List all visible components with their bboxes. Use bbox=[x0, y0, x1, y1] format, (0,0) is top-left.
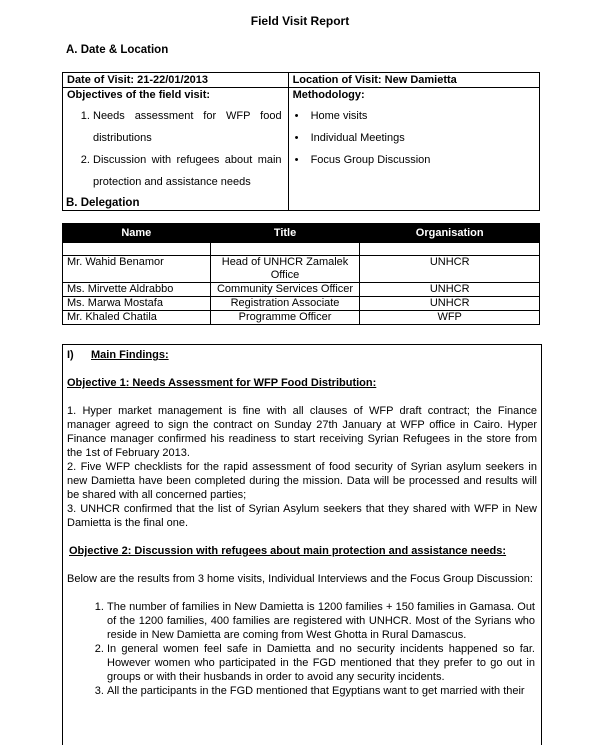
result-item: 1. The number of families in New Damietta is 1200 families + 150 families in Gamasa. Out of the 1200 families, 400 families are registered with UNHCR. Most of the Syrians who reside in New Damietta are coming from West Ghotta in Rural Damascus. bbox=[107, 600, 537, 642]
delegate-organisation: UNHCR bbox=[360, 256, 540, 283]
date-location-table bbox=[62, 72, 540, 211]
method-item: • Individual Meetings bbox=[311, 127, 535, 149]
delegation-table bbox=[62, 223, 540, 325]
delegate-title: Community Services Officer bbox=[210, 283, 360, 297]
table-spacer-cell bbox=[210, 243, 360, 256]
section-a-heading: A. Date & Location bbox=[66, 44, 169, 56]
method-item: • Home visits bbox=[311, 105, 535, 127]
delegate-name: Mr. Khaled Chatila bbox=[63, 311, 211, 325]
finding-paragraph: 1. Hyper market management is fine with all clauses of WFP draft contract; the Finance manager agreed to sign the contract on Sunday 27th January at WFP office in Cairo. Hyper Finance manager confirmed his readiness to start receiving Syrian Refugees in the store from the 1st of February 2013. bbox=[67, 405, 537, 459]
document-title: Field Visit Report bbox=[250, 14, 350, 28]
column-header-title: Title bbox=[210, 224, 360, 243]
result-item: 3. All the participants in the FGD mentioned that Egyptians want to get married with their bbox=[107, 684, 537, 698]
delegate-organisation: UNHCR bbox=[360, 283, 540, 297]
objective-item: 1. Needs assessment for WFP food distributions bbox=[93, 105, 284, 149]
results-list bbox=[67, 600, 537, 698]
results-intro: Below are the results from 3 home visits, Individual Interviews and the Focus Group Discussion: bbox=[67, 573, 533, 585]
result-item: 2. In general women feel safe in Damietta and no security incidents happened so far. However women who participated in the FGD mentioned that they prefer to go out in groups or with their husbands in order to avoid any security incidents. bbox=[107, 642, 537, 684]
finding-paragraph: 3. UNHCR confirmed that the list of Syrian Asylum seekers that they shared with WFP in New Damietta is the final one. bbox=[67, 503, 537, 529]
table-row bbox=[63, 283, 540, 297]
delegate-title: Head of UNHCR Zamalek Office bbox=[210, 256, 360, 283]
column-header-name: Name bbox=[63, 224, 211, 243]
delegate-title: Registration Associate bbox=[210, 297, 360, 311]
section-number: I) bbox=[67, 349, 74, 361]
delegate-organisation: WFP bbox=[360, 311, 540, 325]
main-findings-box bbox=[62, 344, 542, 745]
finding-paragraph: 2. Five WFP checklists for the rapid assessment of food security of Syrian asylum seekers in new Damietta have been completed during the mission. Data will be processed and results will be shared with all concerned parties; bbox=[67, 461, 537, 501]
objective-item: 2. Discussion with refugees about main protection and assistance needs bbox=[93, 149, 284, 193]
delegate-organisation: UNHCR bbox=[360, 297, 540, 311]
table-row bbox=[63, 297, 540, 311]
main-findings-heading bbox=[67, 348, 537, 362]
methodology-cell bbox=[288, 88, 539, 211]
section-b-heading: B. Delegation bbox=[66, 197, 140, 209]
objectives-label: Objectives of the field visit: bbox=[67, 89, 211, 101]
table-spacer-cell bbox=[63, 243, 211, 256]
table-spacer-cell bbox=[360, 243, 540, 256]
objectives-list bbox=[67, 105, 284, 193]
date-of-visit: Date of Visit: 21-22/01/2013 bbox=[63, 73, 289, 88]
objectives-cell bbox=[63, 88, 289, 211]
table-row bbox=[63, 256, 540, 283]
delegate-name: Ms. Mirvette Aldrabbo bbox=[63, 283, 211, 297]
methodology-list bbox=[293, 105, 535, 171]
delegate-name: Ms. Marwa Mostafa bbox=[63, 297, 211, 311]
main-findings-label: Main Findings: bbox=[91, 349, 169, 361]
table-row bbox=[63, 311, 540, 325]
objective-1-heading: Objective 1: Needs Assessment for WFP Food Distribution: bbox=[67, 377, 377, 389]
column-header-organisation: Organisation bbox=[360, 224, 540, 243]
delegate-title: Programme Officer bbox=[210, 311, 360, 325]
objective-2-heading: Objective 2: Discussion with refugees about main protection and assistance needs: bbox=[69, 545, 507, 557]
objective-1-findings bbox=[67, 404, 537, 530]
method-item: • Focus Group Discussion bbox=[311, 149, 535, 171]
location-of-visit: Location of Visit: New Damietta bbox=[288, 73, 539, 88]
delegate-name: Mr. Wahid Benamor bbox=[63, 256, 211, 283]
methodology-label: Methodology: bbox=[292, 89, 365, 101]
